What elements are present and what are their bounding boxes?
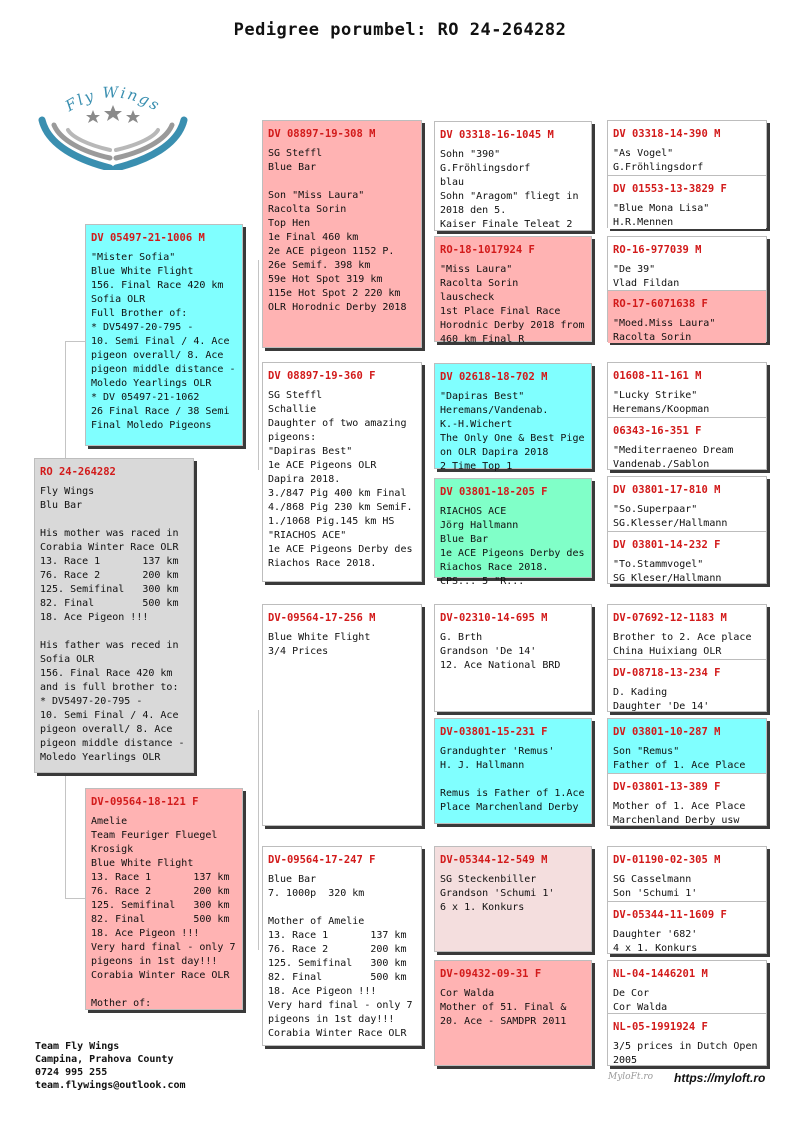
gen4-card-7 [434,846,592,952]
gen5-card: DV-07692-12-1183 M Brother to 2. Ace place China Huixiang OLR [608,605,766,659]
gen4-card-2 [434,236,592,345]
gen4-card-5 [434,604,592,712]
connector [65,341,66,458]
ring-number: DV 03801-18-205 F [440,486,548,498]
ring-number: DV 03318-16-1045 M [440,129,554,141]
gen5-pair-6 [607,718,767,826]
card-lines: Amelie Team Feuriger Fluegel Krosigk Blue White Flight 13. Race 1 137 km 76. Race 2 200 km 125. Semifinal 300 km 82. Final 500 km 18. Ace Pigeon !!! Very hard final - only 7 pigeons in 1st day!!! Corabia Winter Race OLR Mother of: [91,816,236,1009]
card-lines: Grandughter 'Remus' H. J. Hallmann Remus is Father of 1.Ace Place Marchenland Derby [440,746,585,813]
contact-block [35,1040,186,1092]
ring-number: RO 24-264282 [40,466,116,478]
card-lines: "Mister Sofia" Blue White Flight 156. Final Race 420 km Sofia OLR Full Brother of: * DV5497-20-795 - 10. Semi Final / 4. Ace pigeon overall/ 8. Ace pigeon middle distance - Moledo Yearlings OLR * DV 05497-21-1062 26 Final Race / 38 Semi Final Moledo Pigeons [91,252,236,431]
ring-number: DV-01190-02-305 M [613,854,721,866]
phone-number: 0724 995 255 [35,1067,108,1078]
ring-number: DV 05497-21-1006 M [91,232,205,244]
ring-number: NL-05-1991924 F [613,1021,708,1033]
gen5-card: DV 03801-17-810 M "So.Superpaar" SG.Klesser/Hallmann [608,477,766,531]
card-lines: G. Brth Grandson 'De 14' 12. Ace National BRD [440,632,561,671]
gen5-card: 01608-11-161 M "Lucky Strike" Heremans/Koopman [608,363,766,417]
ring-number: DV 03801-14-232 F [613,539,721,551]
ring-number: DV 03801-17-810 M [613,484,721,496]
gen5-pair-4 [607,476,767,584]
card-lines: Fly Wings Blu Bar His mother was raced in Corabia Winter Race OLR 13. Race 1 137 km 76. Race 2 200 km 125. Semifinal 300 km 82. Final 500 km 18. Ace Pigeon !!! His father was reced in Sofia OLR 156. Final Race 420 km and is full brother to: * DV5497-20-795 - 10. Semi Final / 4. Ace pigeon overall/ 8. Ace pigeon middle distance - Moledo Yearlings OLR [40,486,185,763]
ring-number: DV 01553-13-3829 F [613,183,727,195]
ring-number: 06343-16-351 F [613,425,702,437]
gen4-card-8 [434,960,592,1066]
gen5-card: DV-01190-02-305 M SG Casselmann Son 'Schumi 1' [608,847,766,901]
sire-card [85,224,243,446]
ring-number: NL-04-1446201 M [613,968,708,980]
gen5-card: RO-16-977039 M "De 39" Vlad Fildan [608,237,766,290]
connector [258,260,259,470]
granddam-paternal-card [262,362,422,582]
page-title: Pedigree porumbel: RO 24-264282 [233,20,567,40]
dam-card [85,788,243,1010]
ring-number: DV 03318-14-390 M [613,128,721,140]
ring-number: 01608-11-161 M [613,370,702,382]
ring-number: RO-18-1017924 F [440,244,535,256]
gen4-card-3 [434,363,592,472]
ring-number: DV 03801-10-287 M [613,726,721,738]
gen5-pair-8 [607,960,767,1066]
ring-number: DV 08897-19-360 F [268,370,376,382]
grandsire-paternal-card [262,120,422,348]
card-lines: RIACHOS ACE Jörg Hallmann Blue Bar 1e ACE Pigeons Derby des Riachos Race 2018. CPS... 5 "R... [440,506,585,587]
gen5-card: NL-05-1991924 F 3/5 prices in Dutch Open 2005 [608,1013,766,1067]
grandsire-maternal-card [262,604,422,826]
myloft-logo: MyloFt.ro [608,1072,654,1082]
ring-number: DV-05344-12-549 M [440,854,548,866]
ring-number: DV-09564-17-256 M [268,612,376,624]
gen4-card-4 [434,478,592,587]
card-lines: SG Steffl Schallie Daughter of two amazing pigeons: "Dapiras Best" 1e ACE Pigeons OLR Dapira 2018. 3./847 Pig 400 km Final 4./868 Pig 230 km SemiF. 1./1068 Pig.145 km HS "RIACHOS ACE" 1e ACE Pigeons Derby des Riachos Race 2018. [268,390,413,569]
ring-number: DV-03801-13-389 F [613,781,721,793]
ring-number: DV-02310-14-695 M [440,612,548,624]
card-lines: Cor Walda Mother of 51. Final & 20. Ace - SAMDPR 2011 [440,988,567,1027]
gen5-card: 06343-16-351 F "Mediterraeneo Dream Vandenab./Sablon [608,417,766,471]
ring-number: DV 08897-19-308 M [268,128,376,140]
subject-card [34,458,194,773]
ring-number: DV-09432-09-31 F [440,968,542,980]
ring-number: DV 02618-18-702 M [440,371,548,383]
card-lines: Sohn "390" G.Fröhlingsdorf blau Sohn "Aragom" fliegt in 2018 den 5. Kaiser Finale Teleat 2 [440,149,579,230]
gen5-card: DV 01553-13-3829 F "Blue Mona Lisa" H.R.Mennen [608,175,766,229]
gen5-card: DV 03801-14-232 F "To.Stammvogel" SG Kleser/Hallmann [608,531,766,585]
connector [65,898,85,899]
ring-number: DV-08718-13-234 F [613,667,721,679]
gen5-pair-3 [607,362,767,470]
gen5-card: NL-04-1446201 M De Cor Cor Walda [608,961,766,1013]
website-link[interactable]: https://myloft.ro [674,1071,766,1085]
ring-number: RO-16-977039 M [613,244,702,256]
logo-text: Fly Wings [62,83,164,116]
granddam-maternal-card [262,846,422,1046]
connector [65,341,85,342]
ring-number: DV-09564-17-247 F [268,854,376,866]
card-lines: "Miss Laura" Racolta Sorin lauscheck 1st Place Final Race Horodnic Derby 2018 from 460 km Final R [440,264,585,345]
gen5-card: DV-08718-13-234 F D. Kading Daughter 'De 14' [608,659,766,713]
team-name: Team Fly Wings [35,1041,120,1052]
gen5-card: DV 03318-14-390 M "As Vogel" G.Fröhlingsdorf [608,121,766,175]
gen5-pair-1 [607,120,767,228]
fly-wings-logo [38,80,188,170]
card-lines: Blue Bar 7. 1000p 320 km Mother of Amelie 13. Race 1 137 km 76. Race 2 200 km 125. Semifinal 300 km 82. Final 500 km 18. Ace Pigeon !!! Very hard final - only 7 pigeons in 1st day!!! Corabia Winter Race OLR [268,874,413,1039]
gen5-pair-2 [607,236,767,342]
gen5-card: DV-03801-13-389 F Mother of 1. Ace Place Marchenland Derby usw [608,773,766,827]
email-link[interactable]: team.flywings@outlook.com [35,1080,186,1091]
gen5-pair-5 [607,604,767,712]
gen5-pair-7 [607,846,767,954]
connector [65,773,66,898]
ring-number: DV-07692-12-1183 M [613,612,727,624]
ring-number: DV-09564-18-121 F [91,796,199,808]
location: Campina, Prahova County [35,1054,174,1065]
card-lines: SG Steffl Blue Bar Son "Miss Laura" Racolta Sorin Top Hen 1e Final 460 km 2e ACE pigeon 1152 P. 26e Semif. 398 km 59e Hot Spot 319 km 115e Hot Spot 2 220 km OLR Horodnic Derby 2018 [268,148,407,313]
card-lines: "Dapiras Best" Heremans/Vandenab. K.-H.Wichert The Only One & Best Pige on OLR Dapira 2018 2 Time Top 1 [440,391,585,472]
ring-number: DV-03801-15-231 F [440,726,548,738]
card-lines: SG Steckenbiller Grandson 'Schumi 1' 6 x 1. Konkurs [440,874,555,913]
connector [258,710,259,950]
ring-number: DV-05344-11-1609 F [613,909,727,921]
gen4-card-6 [434,718,592,824]
card-lines: Blue White Flight 3/4 Prices [268,632,371,657]
gen5-card: RO-17-6071638 F "Moed.Miss Laura" Racolta Sorin [608,290,766,343]
gen5-card: DV-05344-11-1609 F Daughter '682' 4 x 1. Konkurs [608,901,766,955]
gen5-card: DV 03801-10-287 M Son "Remus" Father of 1. Ace Place [608,719,766,773]
ring-number: RO-17-6071638 F [613,298,708,310]
gen4-card-1 [434,121,592,231]
